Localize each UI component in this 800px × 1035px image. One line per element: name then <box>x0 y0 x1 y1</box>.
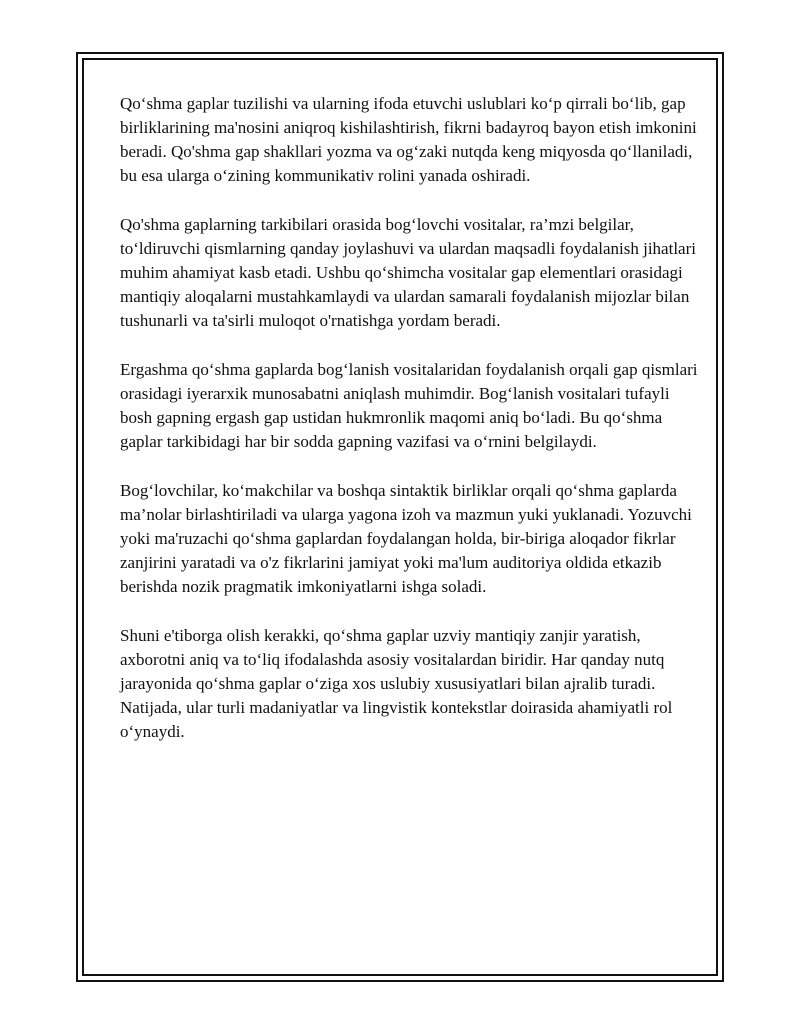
paragraph-1: Qo‘shma gaplar tuzilishi va ularning ifoda etuvchi uslublari ko‘p qirrali bo‘lib, gap birliklarining ma'nosini aniqroq kishilashtirish, fikrni badayroq bayon etish imkonini beradi. Qo'shma gap shakllari yozma va og‘zaki nutqda keng miqyosda qo‘llaniladi, bu esa ularga o‘zining kommunikativ rolini yanada oshiradi. <box>120 94 697 185</box>
paragraph-2: Qo'shma gaplarning tarkibilari orasida bog‘lovchi vositalar, ra’mzi belgilar, to‘ldiruvchi qismlarning qanday joylashuvi va ulardan maqsadli foydalanish jihatlari muhim ahamiyat kasb etadi. Ushbu qo‘shimcha vositalar gap elementlari orasidagi mantiqiy aloqalarni mustahkamlaydi va ulardan samarali foydalanish mijozlar bilan tushunarli va ta'sirli muloqot o'rnatishga yordam beradi. <box>120 215 696 330</box>
paragraph-4: Bog‘lovchilar, ko‘makchilar va boshqa sintaktik birliklar orqali qo‘shma gaplarda ma’nolar birlashtiriladi va ularga yagona izoh va mazmun yuki yuklanadi. Yozuvchi yoki ma'ruzachi qo‘shma gaplardan foydalangan holda, bir-biriga aloqador fikrlar zanjirini yaratadi va o'z fikrlarini jamiyat yoki ma'lum auditoriya oldida etkazib berishda nozik pragmatik imkoniyatlarni ishga soladi. <box>120 481 692 596</box>
paragraph-5: Shuni e'tiborga olish kerakki, qo‘shma gaplar uzviy mantiqiy zanjir yaratish, axborotni aniq va to‘liq ifodalashda asosiy vositalardan biridir. Har qanday nutq jarayonida qo‘shma gaplar o‘ziga xos uslubiy xususiyatlari bilan ajralib turadi. Natijada, ular turli madaniyatlar va lingvistik kontekstlar doirasida ahamiyatli rol o‘ynaydi. <box>120 626 673 741</box>
document-body <box>120 92 700 769</box>
paragraph-3: Ergashma qo‘shma gaplarda bog‘lanish vositalaridan foydalanish orqali gap qismlari orasidagi iyerarxik munosabatni aniqlash muhimdir. Bog‘lanish vositalari tufayli bosh gapning ergash gap ustidan hukmronlik maqomi aniq bo‘ladi. Bu qo‘shma gaplar tarkibidagi har bir sodda gapning vazifasi va o‘rnini belgilaydi. <box>120 360 698 451</box>
